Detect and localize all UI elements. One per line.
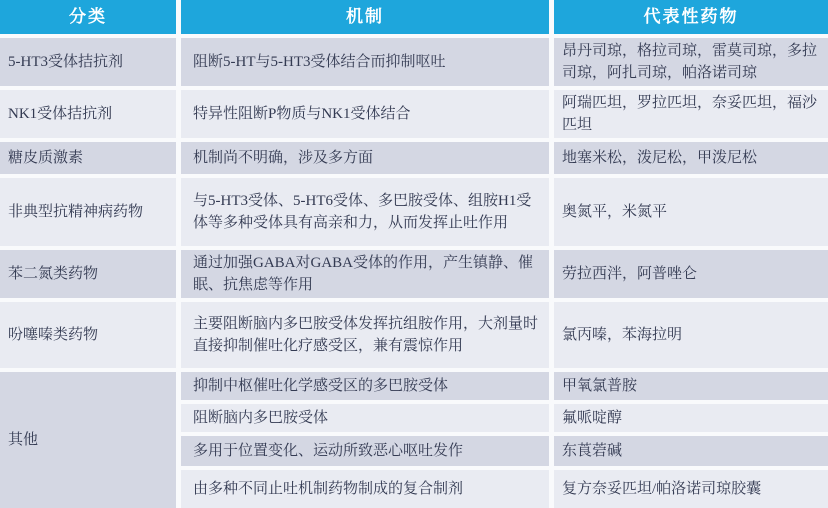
drugs-cell-atypical-antipsychotic: 奥氮平，米氮平 <box>554 178 828 246</box>
header-cell-mechanism: 机制 <box>181 0 549 34</box>
mechanism-cell-haloperidol: 阻断脑内多巴胺受体 <box>181 404 549 432</box>
drugs-cell-benzodiazepine: 劳拉西泮，阿普唑仑 <box>554 250 828 298</box>
category-cell-5ht3: 5-HT3受体拮抗剂 <box>0 38 176 86</box>
drugs-cell-combination: 复方奈妥匹坦/帕洛诺司琼胶囊 <box>554 470 828 508</box>
drugs-cell-5ht3: 昂丹司琼，格拉司琼，雷莫司琼，多拉司琼，阿扎司琼，帕洛诺司琼 <box>554 38 828 86</box>
category-cell-phenothiazine: 吩噻嗪类药物 <box>0 302 176 368</box>
mechanism-cell-nk1: 特异性阻断P物质与NK1受体结合 <box>181 90 549 138</box>
drugs-cell-corticosteroid: 地塞米松，泼尼松，甲泼尼松 <box>554 142 828 174</box>
mechanism-cell-corticosteroid: 机制尚不明确，涉及多方面 <box>181 142 549 174</box>
category-cell-other: 其他 <box>0 372 176 508</box>
header-cell-drugs: 代表性药物 <box>554 0 828 34</box>
category-cell-atypical-antipsychotic: 非典型抗精神病药物 <box>0 178 176 246</box>
mechanism-cell-5ht3: 阻断5-HT与5-HT3受体结合而抑制呕吐 <box>181 38 549 86</box>
drugs-cell-metoclopramide: 甲氧氯普胺 <box>554 372 828 400</box>
category-cell-corticosteroid: 糖皮质激素 <box>0 142 176 174</box>
category-cell-nk1: NK1受体拮抗剂 <box>0 90 176 138</box>
mechanism-cell-scopolamine: 多用于位置变化、运动所致恶心呕吐发作 <box>181 436 549 466</box>
mechanism-cell-combination: 由多种不同止吐机制药物制成的复合制剂 <box>181 470 549 508</box>
drugs-cell-haloperidol: 氟哌啶醇 <box>554 404 828 432</box>
mechanism-cell-metoclopramide: 抑制中枢催吐化学感受区的多巴胺受体 <box>181 372 549 400</box>
mechanism-cell-phenothiazine: 主要阻断脑内多巴胺受体发挥抗组胺作用，大剂量时直接抑制催吐化疗感受区，兼有震惊作用 <box>181 302 549 368</box>
category-cell-benzodiazepine: 苯二氮类药物 <box>0 250 176 298</box>
drugs-cell-phenothiazine: 氯丙嗪，苯海拉明 <box>554 302 828 368</box>
header-cell-category: 分类 <box>0 0 176 34</box>
mechanism-cell-atypical-antipsychotic: 与5-HT3受体、5-HT6受体、多巴胺受体、组胺H1受体等多种受体具有高亲和力，从而发挥止吐作用 <box>181 178 549 246</box>
drugs-cell-scopolamine: 东莨菪碱 <box>554 436 828 466</box>
drugs-cell-nk1: 阿瑞匹坦，罗拉匹坦，奈妥匹坦，福沙匹坦 <box>554 90 828 138</box>
mechanism-cell-benzodiazepine: 通过加强GABA对GABA受体的作用，产生镇静、催眠、抗焦虑等作用 <box>181 250 549 298</box>
